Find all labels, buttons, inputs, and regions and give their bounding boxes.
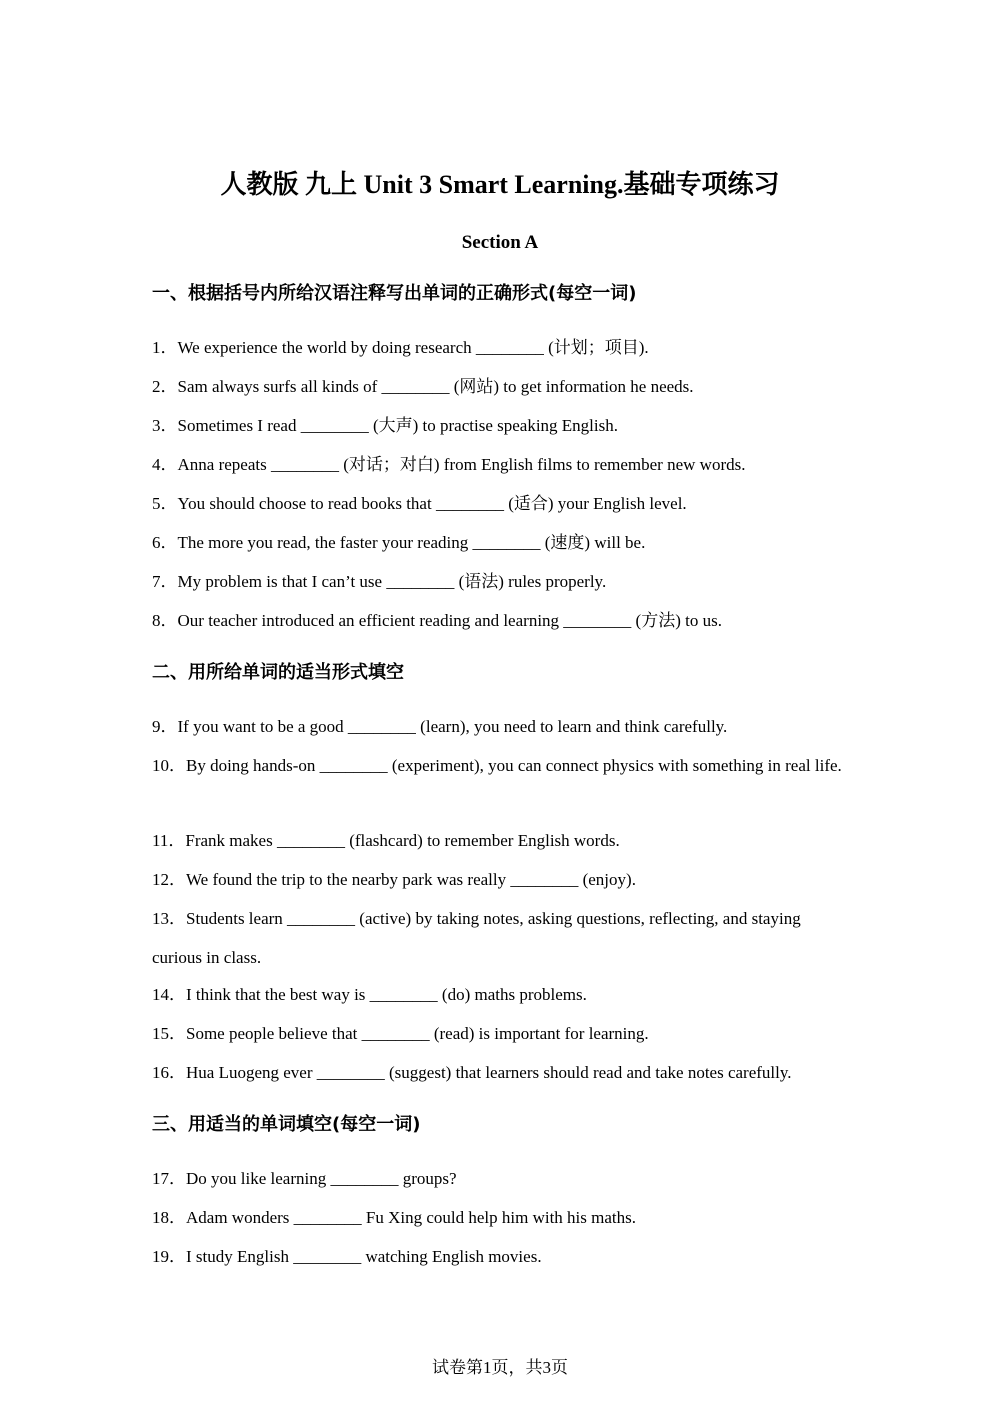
question-2: 2．Sam always surfs all kinds of ________ (网站) to get information he needs.: [152, 377, 694, 396]
question-13: 13．Students learn ________ (active) by taking notes, asking questions, reflecting, and staying curious in class.: [152, 909, 801, 967]
part-1-heading: 一、根据括号内所给汉语注释写出单词的正确形式(每空一词): [152, 283, 637, 304]
question-19: 19．I study English ________ watching English movies.: [152, 1247, 542, 1266]
question-15: 15．Some people believe that ________ (read) is important for learning.: [152, 1024, 649, 1043]
question-16: 16．Hua Luogeng ever ________ (suggest) that learners should read and take notes carefully.: [152, 1063, 792, 1082]
question-12: 12．We found the trip to the nearby park was really ________ (enjoy).: [152, 870, 636, 889]
question-6: 6．The more you read, the faster your reading ________ (速度) will be.: [152, 533, 646, 552]
part-2-heading: 二、用所给单词的适当形式填空: [152, 662, 404, 683]
page-footer: 试卷第1页，共3页: [432, 1358, 568, 1377]
question-18: 18．Adam wonders ________ Fu Xing could help him with his maths.: [152, 1208, 637, 1227]
document-title: 人教版 九上 Unit 3 Smart Learning.基础专项练习: [220, 170, 780, 199]
part-3-heading: 三、用适当的单词填空(每空一词): [152, 1114, 421, 1135]
question-1: 1．We experience the world by doing research ________ (计划；项目).: [152, 338, 649, 357]
question-17: 17．Do you like learning ________ groups?: [152, 1169, 457, 1188]
question-10: 10．By doing hands-on ________ (experiment), you can connect physics with something in real life.: [152, 756, 842, 775]
question-4: 4．Anna repeats ________ (对话；对白) from English films to remember new words.: [152, 455, 746, 474]
question-11: 11．Frank makes ________ (flashcard) to remember English words.: [152, 831, 620, 850]
question-5: 5．You should choose to read books that ________ (适合) your English level.: [152, 494, 687, 513]
question-14: 14．I think that the best way is ________ (do) maths problems.: [152, 985, 587, 1004]
question-9: 9．If you want to be a good ________ (learn), you need to learn and think carefully.: [152, 717, 728, 736]
question-8: 8．Our teacher introduced an efficient reading and learning ________ (方法) to us.: [152, 611, 722, 630]
question-3: 3．Sometimes I read ________ (大声) to practise speaking English.: [152, 416, 618, 435]
question-7: 7．My problem is that I can’t use ________ (语法) rules properly.: [152, 572, 607, 591]
section-label: Section A: [461, 232, 539, 253]
